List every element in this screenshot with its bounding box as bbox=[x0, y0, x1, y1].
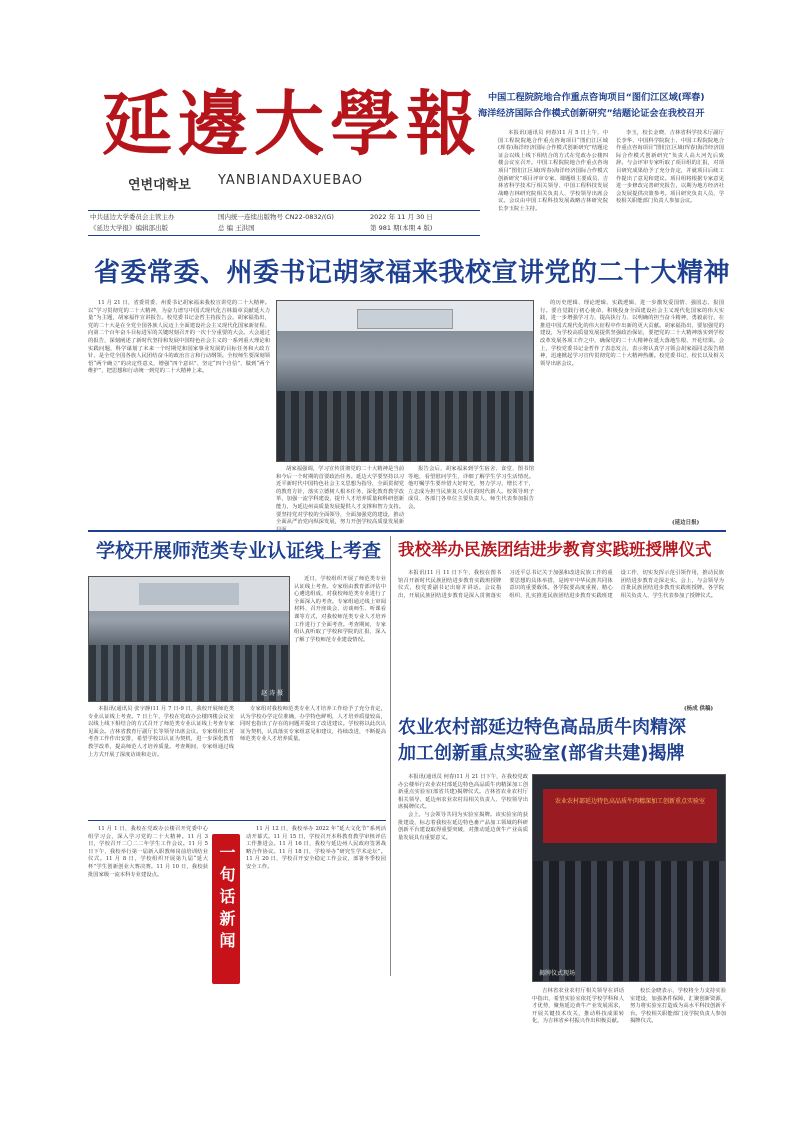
info-editor: 《延边大学报》编辑部出版 bbox=[90, 224, 168, 232]
right-credit: (杨成 供稿) bbox=[684, 706, 714, 712]
farm-text-d: 校长金晓表示，学校将全力支持实验室建设，加强条件保障，汇聚创新资源，努力将实验室打造成为高水平科技创新平台。学校相关职能部门及学院负责人参加揭牌仪式。 bbox=[630, 988, 726, 1025]
left-col2 bbox=[240, 706, 386, 812]
info-sponsor: 中共延边大学委员会主管主办 bbox=[90, 213, 175, 221]
brief-col2 bbox=[246, 826, 386, 1054]
top-story-headline-1: 中国工程院院地合作重点咨询项目“图们江区域(珲春) bbox=[488, 92, 705, 103]
masthead-title: 延邊大學報 bbox=[102, 82, 482, 165]
brief-text-1: 11 月 1 日，我校在党政办公楼召开党委中心组学习会，深入学习党的二十大精神。11 月 3 日，学校召开二〇二二年学生工作会议。11 月 5 日下午，我校举行第一届新入职教师岗前培训结业仪式。11 月 8 日，学校组织开展第九届“延大杯”学生创新创业大赛决赛。11 月 10 日，我校获批国家级一流本科专业建设点。 bbox=[88, 826, 208, 878]
brief-side-label-box bbox=[212, 834, 240, 984]
top-story-text-2: 李玉，校长金晓、吉林省科学技术厅副厅长李华、中国科学院院士、中国工程院院地合作重点咨询项目“图们江区域(珲春)海洋经济国际合作模式创新研究”负责人高大河先后致辞。与会评审专家听取了项目组的汇报，对项目研究成果给予了充分肯定，并就项目后续工作提出了意见和建议。项目组将根据专家意见进一步修改完善研究报告，以期为地方经济社会发展提供决策参考。项目研究负责人员、学校相关职能部门负责人参加会议。 bbox=[616, 130, 724, 205]
left-text-c: 专家组对我校师范类专业人才培养工作给予了充分肯定，认为学校办学定位准确，办学特色鲜明，人才培养质量较高，同时也指出了存在的问题并提出了改进建议。学校将以此次认证为契机，认真落实专家组意见和建议，持续改进，不断提高师范类专业人才培养质量。 bbox=[240, 706, 386, 743]
brief-divider bbox=[88, 820, 386, 821]
farm-photo bbox=[532, 774, 726, 982]
left-photo bbox=[88, 576, 290, 702]
column-divider bbox=[390, 536, 391, 976]
farm-text-a: 本报讯(通讯员 何春)11 月 21 日下午，在我校党政办公楼举行农业农村部延边特色高品质牛肉精深加工创新重点实验室(部省共建)揭牌仪式。吉林省农业农村厅相关领导、延边州农业农村局相关负责人、学校领导出席揭牌仪式。 bbox=[398, 774, 528, 811]
top-story-col2 bbox=[616, 130, 724, 246]
farm-photo-caption: 揭牌仪式现场 bbox=[539, 970, 576, 977]
section-divider bbox=[88, 530, 726, 532]
brief-col1 bbox=[88, 826, 208, 1054]
masthead-info bbox=[88, 210, 480, 236]
left-col-side bbox=[294, 576, 386, 702]
right-text: 本报讯(11 月 11 日下午，我校在图书馆召开新时代民族团结进步教育实践班授牌仪式，校党委副书记出席并讲话。会议指出，开展民族团结进步教育是深入贯彻落实习近平总书记关于加强和改进民族工作的重要思想的具体举措，是铸牢中华民族共同体意识的重要载体。各学院要高度重视，精心组织，扎实推进民族团结进步教育实践班建设工作，切实发挥示范引领作用，推动民族团结进步教育走深走实。会上，与会领导为首批民族团结进步教育实践班授牌。各学院相关负责人、学生代表参加了授牌仪式。 bbox=[398, 570, 724, 599]
left-text-a: 近日，学校组织开展了师范类专业认证线上考查。专家组由教育部评估中心遴选组成，对我校师范类专业进行了全面深入的考查。专家组通过线上审阅材料、召开座谈会、访谈师生、听课看课等方式，对我校师范类专业人才培养工作进行了全面考查。考查期间，专家组认真听取了学校和学院的汇报，深入了解了学校师范专业建设情况。 bbox=[294, 576, 386, 643]
info-chief: 总 编 王洪国 bbox=[218, 224, 255, 232]
info-issue: 第 981 期(本期 4 版) bbox=[370, 224, 433, 232]
right-col bbox=[398, 570, 724, 704]
farm-col-a bbox=[398, 774, 528, 982]
brief-text-2: 11 月 12 日，我校举办 2022 年“延大文化节”系列活动开幕式。11 月 15 日，学校召开本科教育教学审核评估工作推进会。11 月 16 日，我校与延边州人民政府签署战略合作协议。11 月 18 日，学校举办“研究生学术论坛”。11 月 20 日，学校召开安全稳定工作会议，部署冬季校园安全工作。 bbox=[246, 826, 386, 870]
lead-text-4: 的历史逻辑、理论逻辑、实践逻辑，进一步激发爱国情、强国志、报国行。要自觉践行初心使命，积极投身全面建设社会主义现代化国家的伟大实践，进一步增强学习力，提高执行力、以明确的担当奋斗精神，勇毅前行，在推进中国式现代化的伟大征程中作出新的更大贡献。胡家福指出，要加强党的建设，为学校高质量发展提供坚强政治保证，要把党的二十大精神落实到学校改革发展各项工作之中，确保党的二十大精神在延大落地生根、开花结果。会上，学校党委书记金哲作了表态发言，表示将认真学习领会胡家福同志报告精神，迅速掀起学习宣传贯彻党的二十大精神热潮。校党委书记、校长以及相关领导出席会议。 bbox=[540, 300, 724, 367]
lead-headline: 省委常委、州委书记胡家福来我校宣讲党的二十大精神 bbox=[94, 258, 731, 288]
farm-text-c: 吉林省农业农村厅相关领导在讲话中指出，希望实验室依托学校学科和人才优势，聚焦延边黄牛产业发展需求，开展关键技术攻关，推动科技成果转化，为吉林省乡村振兴作出积极贡献。 bbox=[532, 988, 624, 1025]
info-date: 2022 年 11 月 30 日 bbox=[370, 213, 433, 221]
top-story-text: 本报讯(通讯员 何春)11 月 5 日上午，中国工程院院地合作重点咨询项目“图们江区域(珲春)海洋经济国际合作模式创新研究”结题论证会以线上线下相结合的方式在党政办公楼四楼会议室召开。中国工程院院地合作重点咨询项目“图们江区域(珲春)海洋经济国际合作模式创新研究”项目评审专家、课题组主要成员、吉林省科学技术厅相关领导、中国工程科技发展战略吉林研究院相关负责人、学校领导出席会议。会议由中国工程科技发展战略吉林研究院长李玉院士主持。 bbox=[498, 130, 608, 212]
lead-col2 bbox=[276, 466, 404, 526]
lead-col1 bbox=[88, 300, 270, 526]
farm-text-b: 会上，与会领导共同为实验室揭牌。该实验室的获批建设，标志着我校在延边特色畜产品加工领域的科研创新平台建设取得重要突破，对推动延边黄牛产业高质量发展具有重要意义。 bbox=[398, 811, 528, 841]
masthead bbox=[100, 82, 482, 202]
lead-photo bbox=[276, 300, 534, 462]
lead-col4 bbox=[540, 300, 724, 518]
top-story-headline-2: 海洋经济国际合作模式创新研究”结题论证会在我校召开 bbox=[478, 108, 705, 119]
lead-col3 bbox=[408, 466, 534, 526]
lead-text-1: 11 月 21 日，省委常委、州委书记胡家福来我校宣讲党的二十大精神。以“学习贯彻党的二十大精神，为奋力谱写中国式现代化吉林篇章贡献延大力量”为主题，胡家福作宣讲报告。校党委书记金哲主持报告会。胡家福指出，党的二十大是在全党全国各族人民迈上全面建设社会主义现代化国家新征程、向第二个百年奋斗目标进军的关键时刻召开的一次十分重要的大会。大会通过的报告，深刻阐述了新时代坚持和发展中国特色社会主义的一系列重大理论和实践问题，科学谋划了未来一个时期党和国家事业发展的目标任务和大政方针，是全党全国各族人民团结奋斗的政治宣言和行动纲领。全校师生要深刻领悟“两个确立”的决定性意义，增强“四个意识”、坚定“四个自信”、做到“两个维护”，把思想和行动统一到党的二十大精神上来。 bbox=[88, 300, 270, 375]
farm-col-d bbox=[630, 988, 726, 1058]
left-headline: 学校开展师范类专业认证线上考查 bbox=[96, 540, 382, 562]
top-story-col1 bbox=[498, 130, 608, 246]
left-text-b: 本报讯(通讯员 张宇静)11 月 7 日-9 日，我校开展师范类专业认证线上考查。7 日上午，学校在党政办公楼四楼会议室以线上线下相结合的方式召开了师范类专业认证线上考查专家见面会。吉林省教育厅副厅长等领导出席会议。专家组组长对考查工作作出安排，希望学校以认证为契机，进一步深化教育教学改革，提高师范人才培养质量。考查期间，专家组通过线上方式开展了深度访谈和走访。 bbox=[88, 706, 234, 758]
lead-text-2: 胡家福强调，学习宣传贯彻党的二十大精神是当前和今后一个时期的首要政治任务。延边大学要坚持以习近平新时代中国特色社会主义思想为指导，全面贯彻党的教育方针，落实立德树人根本任务，深化教育教学改革，加强一流学科建设，提升人才培养质量和科研创新能力，为延边州高质量发展提供人才支撑和智力支持。要坚持党对学校的全面领导，全面加强党的建设，推动全面从严治党向纵深发展，努力开创学校高质量发展新 bbox=[276, 466, 404, 526]
farm-headline-1: 农业农村部延边特色高品质牛肉精深 bbox=[398, 717, 686, 738]
right-headline: 我校举办民族团结进步教育实践班授牌仪式 bbox=[398, 540, 712, 559]
info-cn: 国内统一连续出版物号 CN22-0832/(G) bbox=[218, 213, 334, 221]
left-col1 bbox=[88, 706, 234, 812]
masthead-korean: 연변대학보 bbox=[128, 178, 191, 193]
brief-side-label: 一旬话新闻 bbox=[217, 844, 236, 954]
lead-end-credit: (延边日报) bbox=[672, 520, 700, 526]
lead-text-3: 报告会后，胡家福来到学生宿舍、食堂、图书馆等地，看望慰问学生，详细了解学生学习生活情况。他叮嘱学生要珍惜大好时光，努力学习，增长才干，立志成为担当民族复兴大任的时代新人。校领导班子成员、各部门各单位主要负责人、师生代表参加报告会。 bbox=[408, 466, 534, 510]
farm-col-c bbox=[532, 988, 624, 1058]
farm-headline-2: 加工创新重点实验室(部省共建)揭牌 bbox=[398, 743, 685, 764]
masthead-romanized: YANBIANDAXUEBAO bbox=[218, 173, 364, 188]
farm-photo-sign: 农业农村部延边特色高品质牛肉精深加工创新重点实验室 bbox=[554, 798, 705, 805]
left-photo-credit: 赵 涛 摄 bbox=[261, 690, 283, 697]
